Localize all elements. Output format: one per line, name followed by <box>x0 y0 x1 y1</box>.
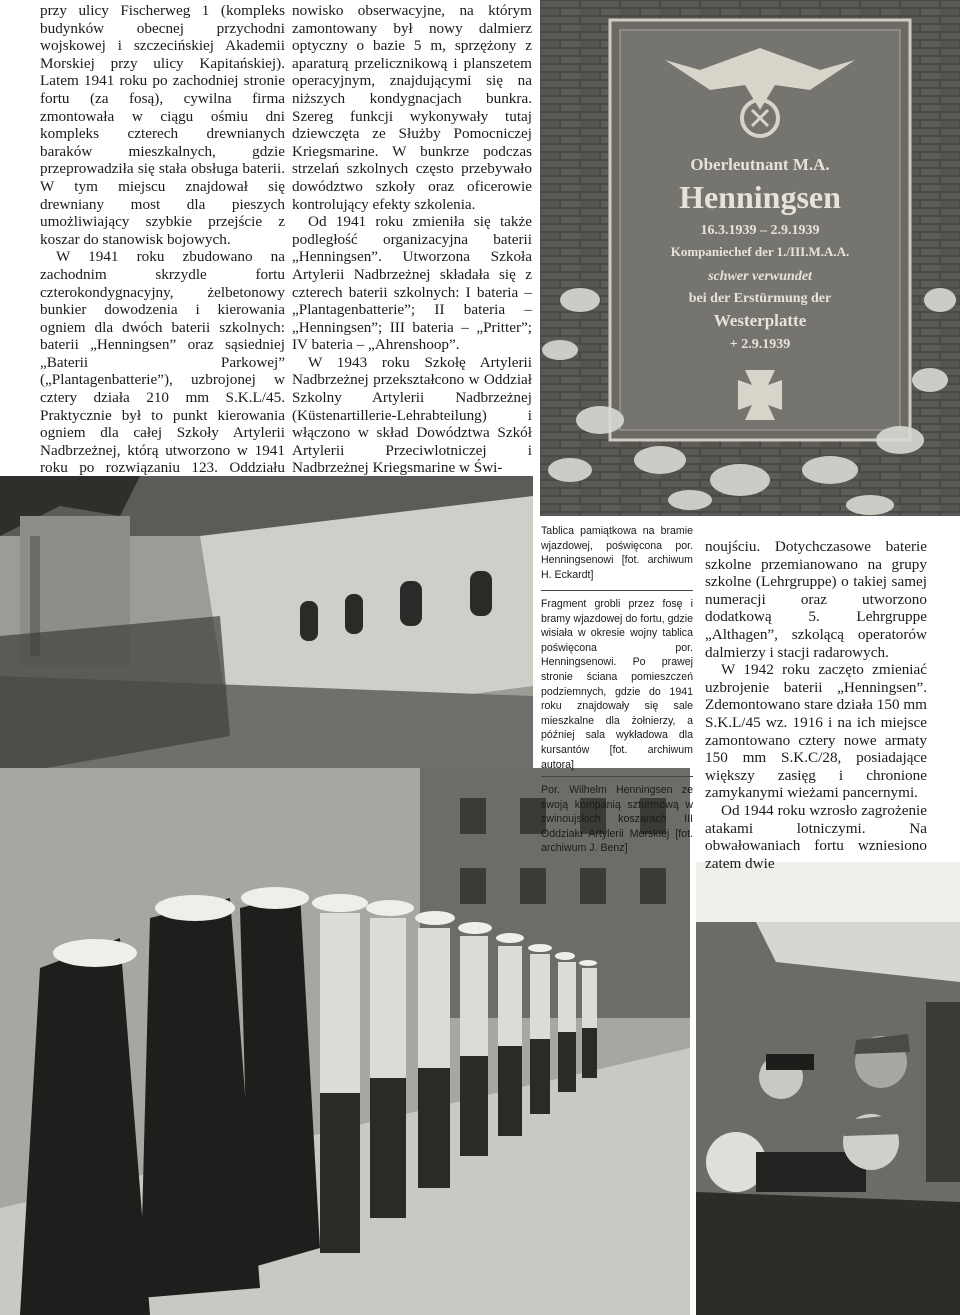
article-column-1 <box>40 2 285 512</box>
plaque-photo <box>540 0 960 516</box>
plaque-line-5: schwer verwundet <box>708 269 812 284</box>
caption-plaque: Tablica pamiątkowa na bramie wjazdowej, poświęcona por. Henningsenowi [fot. archiwum H. Eckardt] <box>541 525 693 581</box>
rangefinder-observers-photo <box>696 862 960 1315</box>
plaque-line-3: 16.3.1939 – 2.9.1939 <box>700 223 820 238</box>
fort-gate-photo <box>0 476 533 776</box>
paragraph: noujściu. Dotychczasowe baterie szkolne przemianowano na grupy szkolne (Lehrgruppe) o takiej samej numeracji oraz utworzono dodatkową 5. Lehrgruppe „Althagen”, szkolącą operatorów dalmierzy i stacji radarowych. <box>705 538 927 661</box>
article-column-2 <box>292 2 532 477</box>
paragraph: przy ulicy Fischerweg 1 (kompleks budynków obecnej przychodni wojskowej i szczecińskiej Akademii Morskiej przy ulicy Kapitańskiej). Latem 1941 roku po zachodniej stronie fortu (za fosą), cywilna firma zmontowała w ciągu ośmiu dni kompleks czterech drewnianych baraków mieszkalnych, gdzie przeprowadziła się stała obsługa baterii. W tym miejscu znajdował się drewniany most dla pieszych umożliwiający szybkie przejście z koszar do stanowisk bojowych. <box>40 2 285 248</box>
plaque-line-6: bei der Erstürmung der <box>688 291 832 306</box>
paragraph: W 1941 roku zbudowano na zachodnim skrzydle fortu czterokondygnacyjny, żelbetonowy bunkier dowodzenia i kierowania ogniem dla dwóch baterii szkolnych: baterii „Henningsen” oraz sąsiedniej „Baterii Parkowej” („Plantagenbatterie”), uzbrojonej w cztery działa 210 mm S.K.L/45. Praktycznie był to punkt kierowania ogniem dla całej Szkoły Artylerii Nadbrzeżnej, którą utworzono w 1941 roku po rozwiązaniu 123. Oddziału <box>40 248 285 477</box>
paragraph: W 1943 roku Szkołę Artylerii Nadbrzeżnej przekształcono w Oddział Szkolny Artylerii Nadbrzeżnej (Küstenartillerie-Lehrabteilung) i włączono w skład Dowództwa Szkół Artylerii Przeciwlotniczej i Nadbrzeżnej Kriegsmarine w Świ- <box>292 353 532 477</box>
plaque-line-8: + 2.9.1939 <box>729 337 791 352</box>
paragraph: Od 1941 roku zmieniła się także podległość organizacyjna baterii „Henningsen”. Utworzona Szkoła Artylerii Nadbrzeżnej składała się z czterech baterii szkolnych: I bateria – „Plantagenbatterie”; II bateria – „Henningsen”; III bateria – „Pritter”; IV bateria – „Ahrenshoop”. <box>292 213 532 354</box>
paragraph: W 1942 roku zaczęto zmieniać uzbrojenie baterii „Henningsen”. Zdemontowano stare działa 150 mm S.K.L/45 wz. 1916 i na ich miejsce zamontowano cztery nowe armaty 150 mm S.K.C/28, posiadające większy zasięg i chronione zamykanymi wieżami pancernymi. <box>705 661 927 802</box>
caption-fort: Fragment grobli przez fosę i bramy wjazdowej do fortu, gdzie wisiała w okresie wojny tablica poświęcona por. Henningsenowi. Po prawej stronie ściana pomieszczeń podziemnych, gdzie do 1941 roku znajdowały się sale mieszkalne dla żołnierzy, a później sala wykładowa dla kursantów [fot. archiwum autora] <box>541 598 693 771</box>
caption-parade: Por. Wilhelm Henningsen ze swoją kompanią szturmową w świnoujskich koszarach III Oddziału Artylerii Morskiej [fot. archiwum J. Benz] <box>541 784 693 855</box>
plaque-line-1: Oberleutnant M.A. <box>690 155 830 174</box>
paragraph: nowisko obserwacyjne, na którym zamontowany był nowy dalmierz optyczny o bazie 5 m, sprzężony z aparaturą przelicznikową i planszetem operacyjnym, znajdującymi się na niższych kondygnacjach bunkra. Szereg funkcji wykonywały tutaj dziewczęta ze Służby Pomocniczej Kriegsmarine. W bunkrze podczas strzelań szkolnych często przebywało dowództwo szkoły oraz oficerowie kontrolujący efekty szkolenia. <box>292 2 532 213</box>
article-column-3 <box>705 538 927 872</box>
plaque-line-4: Kompaniechef der 1./III.M.A.A. <box>670 244 850 259</box>
plaque-line-7: Westerplatte <box>713 311 807 330</box>
plaque-line-2: Henningsen <box>679 179 841 215</box>
caption-divider <box>541 776 693 777</box>
paragraph: Od 1944 roku wzrosło zagrożenie atakami lotniczymi. Na obwałowaniach fortu wzniesiono zatem dwie <box>705 801 927 872</box>
caption-divider <box>541 590 693 591</box>
